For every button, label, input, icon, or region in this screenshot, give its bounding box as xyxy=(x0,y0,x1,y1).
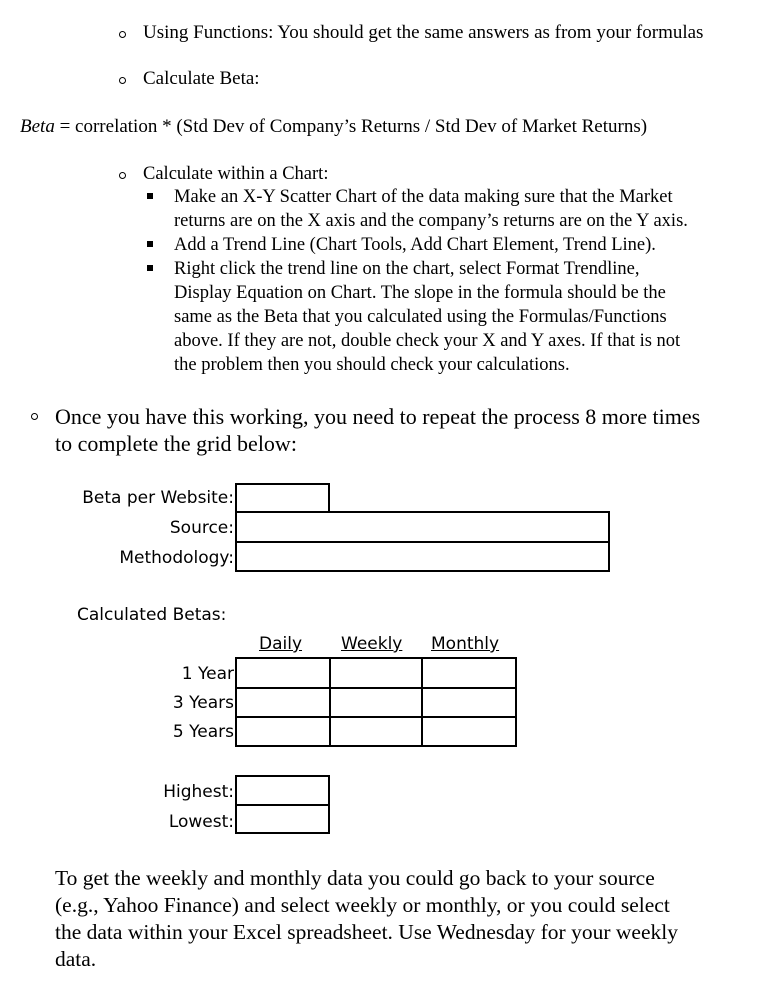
beta-variable: Beta xyxy=(20,116,55,137)
beta-per-website-field[interactable] xyxy=(235,483,330,513)
row-label-1-year: 1 Year xyxy=(181,664,234,684)
grid-cell-3y-monthly[interactable] xyxy=(421,687,517,718)
methodology-label: Methodology: xyxy=(119,548,234,568)
grid-cell-5y-daily[interactable] xyxy=(235,716,331,747)
circle-bullet-icon xyxy=(119,77,126,84)
calculated-betas-label: Calculated Betas: xyxy=(77,605,227,625)
square-bullet-icon xyxy=(147,241,153,247)
grid-cell-3y-weekly[interactable] xyxy=(329,687,423,718)
grid-cell-1y-weekly[interactable] xyxy=(329,657,423,689)
grid-cell-5y-monthly[interactable] xyxy=(421,716,517,747)
grid-cell-5y-weekly[interactable] xyxy=(329,716,423,747)
closing-line-1: To get the weekly and monthly data you could go back to your source xyxy=(55,866,655,890)
chart-item-3-line-5: the problem then you should check your calculations. xyxy=(174,355,570,375)
chart-item-3-line-1: Right click the trend line on the chart, select Format Trendline, xyxy=(174,259,640,279)
beta-formula xyxy=(20,115,647,139)
column-header-monthly: Monthly xyxy=(431,634,500,654)
grid-cell-1y-monthly[interactable] xyxy=(421,657,517,689)
source-label: Source: xyxy=(169,518,234,538)
grid-cell-1y-daily[interactable] xyxy=(235,657,331,689)
circle-bullet-icon xyxy=(31,413,38,420)
highest-label: Highest: xyxy=(163,782,234,802)
row-label-3-years: 3 Years xyxy=(172,693,234,713)
chart-item-3-line-2: Display Equation on Chart. The slope in the formula should be the xyxy=(174,283,666,303)
source-field[interactable] xyxy=(235,511,610,543)
column-header-daily: Daily xyxy=(259,634,303,654)
square-bullet-icon xyxy=(147,193,153,199)
lowest-field[interactable] xyxy=(235,804,330,834)
chart-item-1-line-2: returns are on the X axis and the company’s returns are on the Y axis. xyxy=(174,211,688,231)
beta-per-website-label: Beta per Website: xyxy=(82,488,234,508)
repeat-line-2: to complete the grid below: xyxy=(55,431,297,456)
highest-field[interactable] xyxy=(235,775,330,806)
beta-formula-rest: = correlation * (Std Dev of Company’s Returns / Std Dev of Market Returns) xyxy=(54,116,648,137)
closing-line-3: the data within your Excel spreadsheet. Use Wednesday for your weekly xyxy=(55,920,678,944)
chart-item-2-line-1: Add a Trend Line (Chart Tools, Add Chart Element, Trend Line). xyxy=(174,235,656,255)
square-bullet-icon xyxy=(147,265,153,271)
chart-item-3-line-4: above. If they are not, double check your X and Y axes. If that is not xyxy=(174,331,681,351)
closing-line-2: (e.g., Yahoo Finance) and select weekly or monthly, or you could select xyxy=(55,893,670,917)
column-header-weekly: Weekly xyxy=(341,634,403,654)
repeat-line-1: Once you have this working, you need to repeat the process 8 more times xyxy=(55,404,701,429)
calculate-beta-text: Calculate Beta: xyxy=(143,68,260,89)
grid-cell-3y-daily[interactable] xyxy=(235,687,331,718)
lowest-label: Lowest: xyxy=(168,812,234,832)
using-functions-text: Using Functions: You should get the same answers as from your formulas xyxy=(143,22,704,43)
circle-bullet-icon xyxy=(119,172,126,179)
chart-section-heading: Calculate within a Chart: xyxy=(143,164,329,184)
row-label-5-years: 5 Years xyxy=(172,722,234,742)
chart-item-3-line-3: same as the Beta that you calculated using the Formulas/Functions xyxy=(174,307,667,327)
chart-item-1-line-1: Make an X-Y Scatter Chart of the data making sure that the Market xyxy=(174,187,673,207)
circle-bullet-icon xyxy=(119,31,126,38)
closing-line-4: data. xyxy=(55,947,97,971)
methodology-field[interactable] xyxy=(235,541,610,572)
